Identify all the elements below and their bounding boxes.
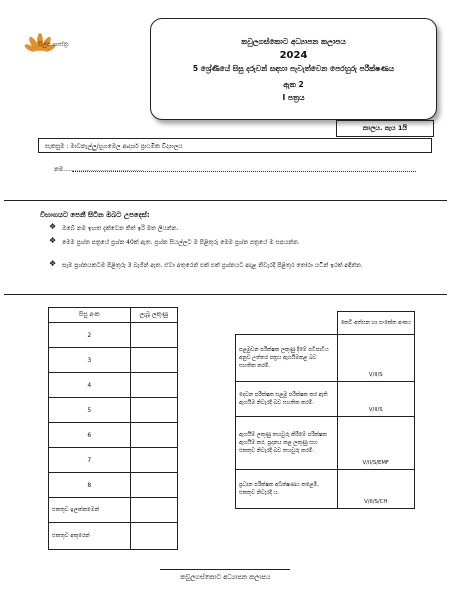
examiner-2-text: දෙවන පරීක්ෂක සළමු පරීක්ෂක කර ඇති ඇගයීම නිවැරදි බව සහතික කරමි. xyxy=(236,382,338,417)
instruction-item: මෙම ප්‍රශ්න පත්‍රයේ ප්‍රශ්න 40ක් ඇත. ප්‍රශ්න සියල්ලට ම පිළිතුරු මෙම ප්‍රශ්න පත්‍රයේ ම සපයන්න. xyxy=(62,239,300,246)
question-number: 6 xyxy=(49,423,131,448)
name-dotted-line xyxy=(72,171,416,172)
exam-title: 5 ශ්‍රේණියේ සිසු දරුවන් සඳහා පැවැත්වෙන පෙරහුරු පරීක්ෂණය xyxy=(192,64,395,73)
marks-cell[interactable] xyxy=(130,398,177,423)
question-number: 5 xyxy=(49,398,131,423)
examiner-2-code: V/II/S xyxy=(337,382,415,417)
marks-cell[interactable] xyxy=(130,373,177,398)
exam-part: ඇක 2 xyxy=(283,80,304,89)
total-words-label: එකතුව අකුරෙන් xyxy=(49,523,131,550)
footer-rule xyxy=(160,569,290,570)
marks-cell[interactable] xyxy=(130,423,177,448)
examiner-table xyxy=(235,311,415,509)
divider xyxy=(4,200,447,201)
footer-text: කවුලගස්කොට අධ්‍යාපන කලාපය xyxy=(180,573,271,581)
examiner-3-code: V/II/S/EMF xyxy=(337,417,415,470)
school-name: සැකසුම : මාවනැල්ලු/හුගමෙල ආදර්ශ ප්‍රාථමික විද්‍යාලය xyxy=(38,138,432,153)
marks-cell[interactable] xyxy=(130,473,177,498)
marks-cell[interactable] xyxy=(130,448,177,473)
question-number: 8 xyxy=(49,473,131,498)
name-label: නම.......................................... xyxy=(54,166,144,173)
diamond-bullet-icon: ❖ xyxy=(49,259,57,268)
signature-header: කෙටි අත්සන හා සංකේත අංකය xyxy=(337,312,415,335)
examiner-4-text: ප්‍රධාන පරීක්ෂක අධීක්ෂණය කළෙමි, එකතුව නිවැරදි ය. xyxy=(236,470,338,509)
marks-cell[interactable] xyxy=(130,323,177,348)
instructions-title: විභාගයට පෙනී සිටින ඔබට උපදෙස්: xyxy=(40,211,150,219)
total-words-cell[interactable] xyxy=(130,523,177,550)
student-number-header: සිසු අංක xyxy=(49,308,131,323)
score-table xyxy=(48,307,178,550)
question-number: 7 xyxy=(49,448,131,473)
divider xyxy=(4,294,447,295)
diamond-bullet-icon: ❖ xyxy=(49,236,57,245)
total-digits-label: එකතුව ඉලක්කමෙන් xyxy=(49,498,131,523)
instruction-item: සෑම ප්‍රශ්නයකටම පිළිතුරු 3 බැගින් ඇත. ඒවා අතුරෙන් එක් එක් ප්‍රශ්නයට අදාළ නිවැරදි පිළිතුර තෝරා යටින් ඉරක් අඳින්න. xyxy=(62,262,363,269)
instruction-item: ඔබේ නම ඉහත දැක්වෙන තිත් ඉරි මත ලියන්න. xyxy=(62,225,179,232)
logo-text: සිල්ප ශාස්ත්‍ර xyxy=(38,41,69,48)
examiner-4-code: V/II/S/CH xyxy=(337,470,415,509)
question-number: 2 xyxy=(49,323,131,348)
total-digits-cell[interactable] xyxy=(130,498,177,523)
question-number: 4 xyxy=(49,373,131,398)
examiner-1-text: පළමුවන පරීක්ෂක ලකුණු දීමේ පටිපාටිය අනුව උත්තර පත්‍රය ඇගයීමකළ බව සහතික කරමි. xyxy=(236,335,338,382)
paper-number: I පත්‍රය xyxy=(282,93,305,102)
diamond-bullet-icon: ❖ xyxy=(49,222,57,231)
examiner-3-text: ඇගයීම් ලකුණු තහවුරු කිරීමේ පරීක්ෂක ඇගයීම් කර, ප්‍රදානය කළ ලකුණු සහ එකතුව නිවැරදි බව තහවුරු කරමි. xyxy=(236,417,338,470)
zonal-office: කවුලගස්කොට අධ්‍යාපන කලාපය xyxy=(241,37,346,46)
examiner-1-code: V/II/S xyxy=(337,335,415,382)
marks-cell[interactable] xyxy=(130,348,177,373)
marks-header: ලැබූ ලකුණු xyxy=(130,308,177,323)
exam-year: 2024 xyxy=(279,50,308,61)
question-number: 3 xyxy=(49,348,131,373)
time-allowed: කාලය. පැය 1යි xyxy=(336,120,434,137)
